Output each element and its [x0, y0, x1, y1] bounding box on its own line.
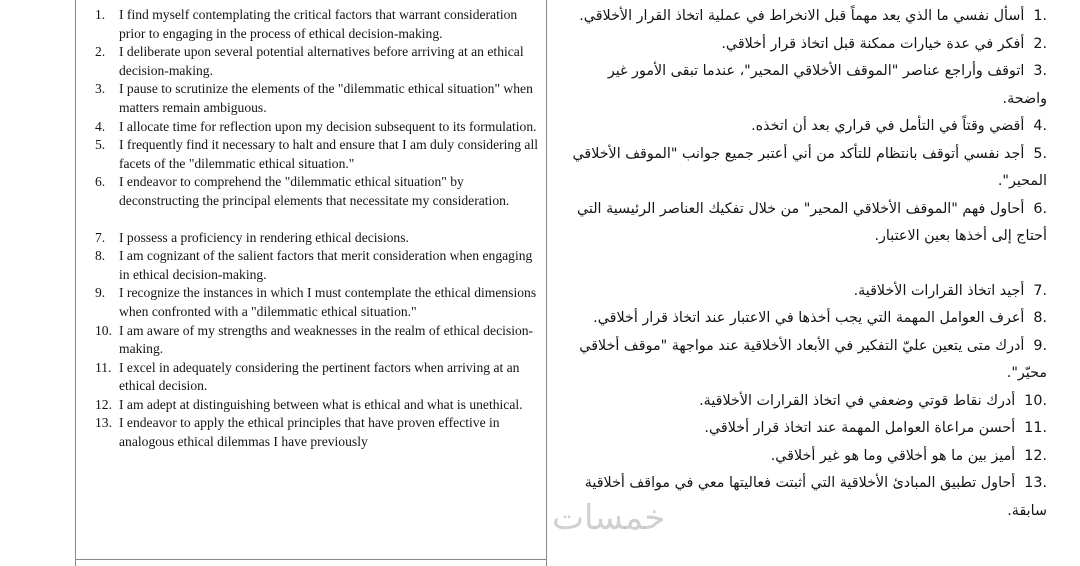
item-text: I am adept at distinguishing between what is ethical and what is unethical. [119, 396, 523, 412]
item-text: I find myself contemplating the critical factors that warrant consideration prior to engaging in the process of ethical decision-making. [119, 7, 518, 41]
arabic-list-item [560, 443, 1047, 471]
item-text: أجيد اتخاذ القرارات الأخلاقية. [853, 282, 1025, 299]
item-text: أحسن مراعاة العوامل المهمة عند اتخاذ قرار أخلاقي. [704, 420, 1016, 436]
item-text: أميز بين ما هو أخلاقي وما هو غير أخلاقي. [770, 447, 1016, 464]
english-list-item [95, 359, 545, 396]
item-number: 1. [1033, 8, 1047, 24]
item-text: I endeavor to comprehend the "dilemmatic ethical situation" by deconstructing the principal elements that necessitate my consideration. [119, 174, 510, 208]
item-number: 10. [95, 322, 112, 338]
item-number: 11. [1024, 420, 1047, 436]
item-number: 6. [1033, 200, 1047, 217]
item-text: أجد نفسي أتوقف بانتظام للتأكد من أني أعتبر جميع جوانب "الموقف الأخلاقي المحير". [572, 145, 1047, 189]
item-text: أدرك متى يتعين عليّ التفكير في الأبعاد الأخلاقية عند مواجهة "موقف أخلاقي محيّر". [579, 337, 1047, 381]
arabic-list-item [560, 388, 1047, 416]
item-number: 2. [1033, 35, 1047, 52]
item-text: I recognize the instances in which I must contemplate the ethical dimensions when confronted with a "dilemmatic ethical situation." [119, 285, 537, 319]
item-number: 3. [95, 81, 106, 97]
english-list-item [95, 173, 545, 210]
english-list-item [95, 43, 545, 80]
english-column [95, 6, 545, 452]
item-text: أعرف العوامل المهمة التي يجب أخذها في الاعتبار عند اتخاذ قرار أخلاقي. [593, 310, 1025, 326]
item-number: 7. [1033, 282, 1047, 299]
item-number: 9. [95, 285, 106, 301]
item-text: أفكر في عدة خيارات ممكنة قبل اتخاذ قرار أخلاقي. [721, 35, 1025, 52]
item-text: أقضي وقتاً في التأمل في قراري بعد أن اتخذه. [751, 118, 1025, 134]
item-number: 1. [95, 7, 106, 22]
item-number: 4. [1033, 118, 1047, 134]
item-number: 9. [1033, 337, 1047, 354]
table-border-bottom [75, 559, 547, 560]
arabic-list-item [560, 415, 1047, 443]
item-text: I frequently find it necessary to halt and ensure that I am duly considering all facets of the "dilemmatic ethical situation." [119, 137, 539, 171]
item-number: 2. [95, 44, 106, 60]
english-list-item [95, 80, 545, 117]
english-list-item [95, 322, 545, 359]
item-number: 13. [95, 415, 112, 431]
english-list-item [95, 414, 545, 451]
item-number: 8. [95, 248, 106, 264]
arabic-list-item [560, 31, 1047, 59]
english-list-item [95, 247, 545, 284]
english-list-item [95, 396, 545, 415]
item-text: I deliberate upon several potential alternatives before arriving at an ethical decision-making. [119, 44, 524, 78]
item-text: I excel in adequately considering the pertinent factors when arriving at an ethical decision. [119, 359, 520, 394]
arabic-column [560, 3, 1047, 525]
item-text: I am cognizant of the salient factors that merit consideration when engaging in ethical decision-making. [119, 248, 533, 282]
item-number: 13. [1024, 475, 1047, 491]
item-text: I pause to scrutinize the elements of the "dilemmatic ethical situation" when matters remain ambiguous. [119, 81, 533, 115]
table-border-left [75, 0, 76, 566]
english-list-item [95, 284, 545, 321]
english-list-item [95, 118, 545, 137]
arabic-list-item [560, 196, 1047, 251]
item-text: I possess a proficiency in rendering ethical decisions. [119, 229, 409, 245]
arabic-list-item [560, 278, 1047, 306]
item-number: 8. [1033, 310, 1047, 326]
arabic-list-item [560, 141, 1047, 196]
arabic-list-item [560, 305, 1047, 333]
arabic-list-item [560, 470, 1047, 525]
item-text: أسأل نفسي ما الذي يعد مهماً قبل الانخراط في عملية اتخاذ القرار الأخلاقي. [579, 8, 1025, 24]
item-text: I allocate time for reflection upon my decision subsequent to its formulation. [119, 118, 537, 134]
item-text: أحاول تطبيق المبادئ الأخلاقية التي أثبتت فعاليتها معي في مواقف أخلاقية سابقة. [584, 475, 1047, 519]
khamsat-watermark: خمسات [552, 498, 666, 538]
item-number: 5. [95, 137, 106, 153]
item-number: 10. [1024, 392, 1047, 409]
arabic-list-item [560, 333, 1047, 388]
arabic-list-item [560, 113, 1047, 141]
item-number: 7. [95, 229, 106, 245]
item-number: 11. [95, 359, 112, 375]
item-text: I am aware of my strengths and weaknesses in the realm of ethical decision-making. [119, 322, 534, 357]
item-text: I endeavor to apply the ethical principles that have proven effective in analogous ethical dilemmas I have previously [119, 415, 500, 450]
english-list-item [95, 136, 545, 173]
item-number: 5. [1033, 145, 1047, 162]
item-number: 12. [95, 396, 112, 412]
english-list-item [95, 6, 545, 43]
item-text: أحاول فهم "الموقف الأخلاقي المحير" من خلال تفكيك العناصر الرئيسية التي أحتاج إلى أخذها بعين الاعتبار. [576, 200, 1047, 244]
arabic-list-item [560, 3, 1047, 31]
table-border-middle [546, 0, 547, 566]
item-text: اتوقف وأراجع عناصر "الموقف الأخلاقي المحير"، عندما تبقى الأمور غير واضحة. [607, 63, 1047, 107]
item-number: 4. [95, 118, 106, 134]
item-text: أدرك نقاط قوتي وضعفي في اتخاذ القرارات الأخلاقية. [699, 392, 1016, 409]
item-number: 3. [1033, 63, 1047, 79]
arabic-list-item [560, 58, 1047, 113]
english-list-item [95, 229, 545, 248]
item-number: 6. [95, 174, 106, 190]
item-number: 12. [1024, 447, 1047, 464]
